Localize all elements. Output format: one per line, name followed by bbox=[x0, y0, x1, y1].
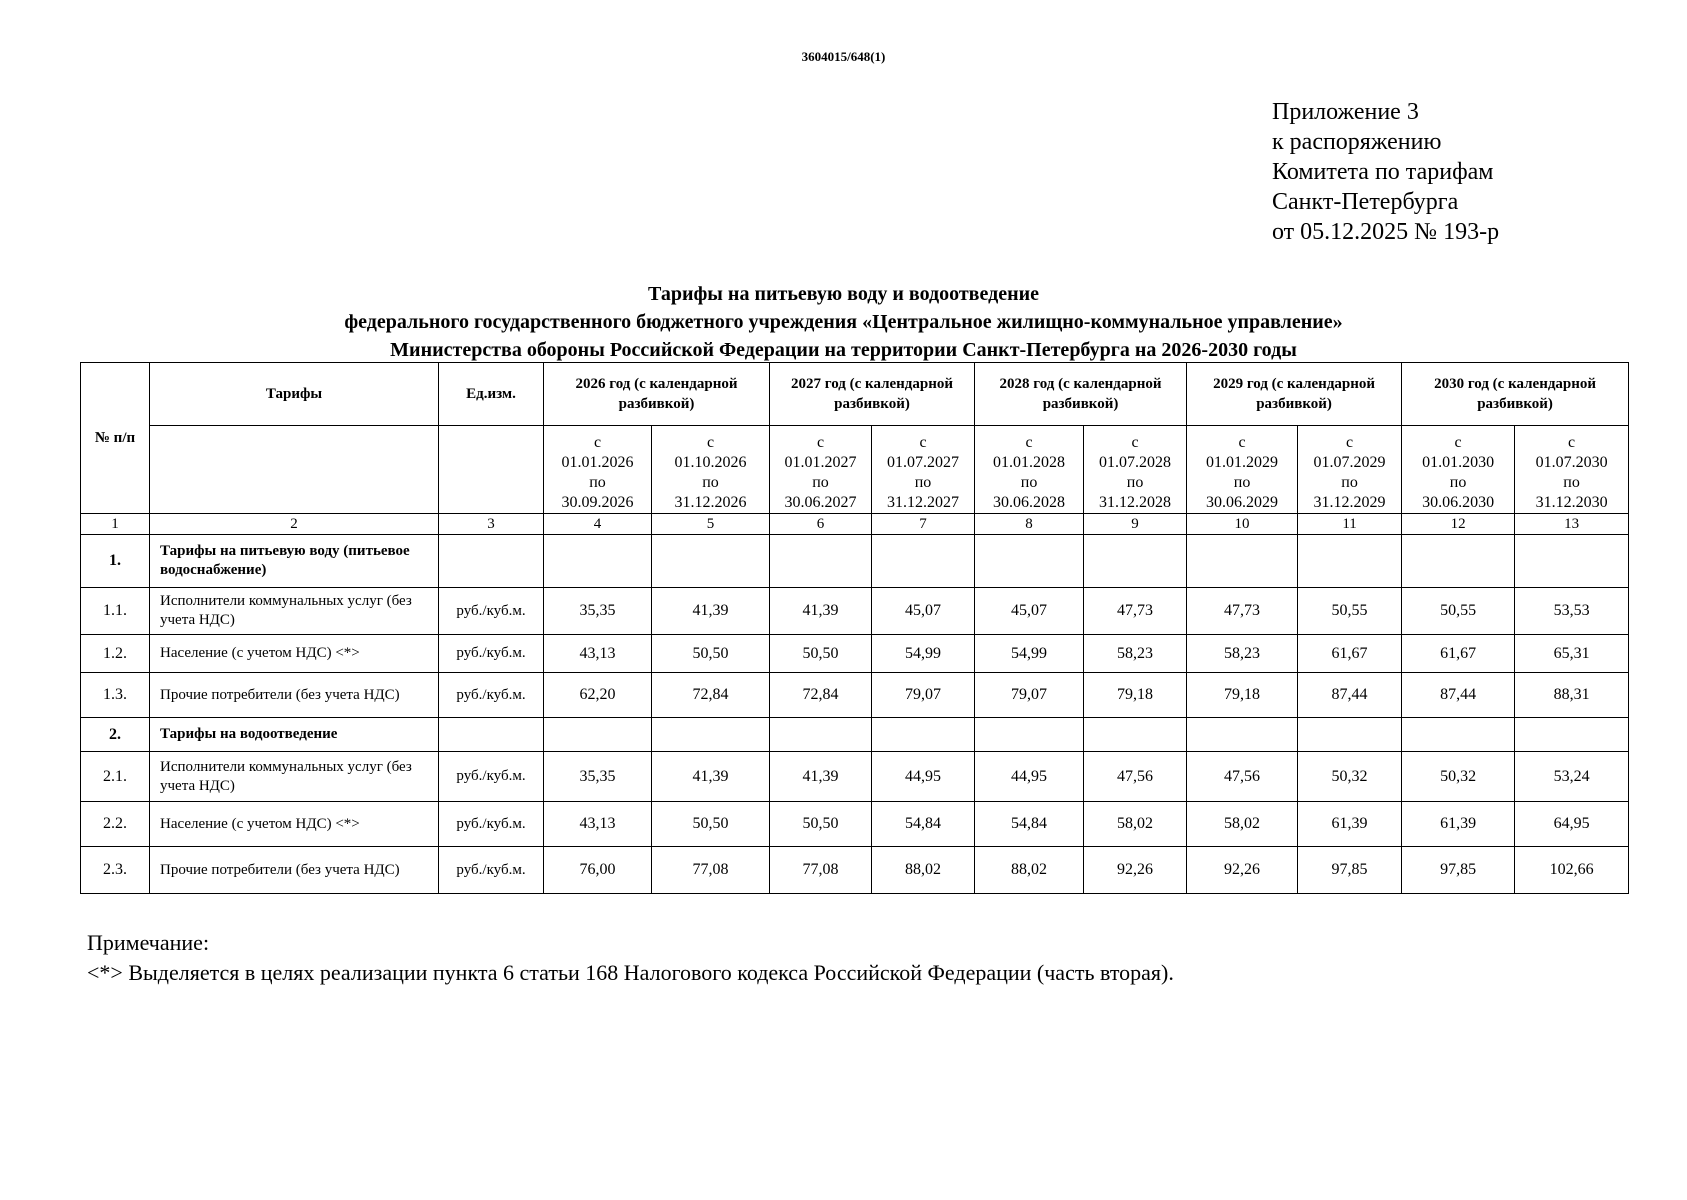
header-unit: Ед.изм. bbox=[439, 363, 544, 426]
row-name: Прочие потребители (без учета НДС) bbox=[150, 673, 439, 718]
period-line: по bbox=[1233, 474, 1251, 491]
tariff-value bbox=[1515, 535, 1629, 588]
row-number: 1.1. bbox=[81, 588, 150, 635]
period-line: с bbox=[706, 434, 715, 451]
tariff-value: 61,39 bbox=[1402, 802, 1515, 847]
period-line: по bbox=[812, 474, 829, 491]
tariff-value: 41,39 bbox=[770, 752, 872, 802]
period-header bbox=[652, 426, 770, 514]
row-number: 1.2. bbox=[81, 635, 150, 673]
period-line: 31.12.2026 bbox=[674, 494, 747, 511]
row-unit: руб./куб.м. bbox=[439, 847, 544, 894]
tariff-value: 44,95 bbox=[872, 752, 975, 802]
tariff-value: 88,31 bbox=[1515, 673, 1629, 718]
header-empty-cell bbox=[150, 426, 439, 514]
column-index: 2 bbox=[150, 514, 439, 535]
header-num: № п/п bbox=[81, 363, 150, 514]
period-line: 01.01.2029 bbox=[1206, 454, 1279, 471]
tariff-value bbox=[872, 535, 975, 588]
period-line: с bbox=[919, 434, 927, 451]
period-header bbox=[1298, 426, 1402, 514]
period-line: по bbox=[1341, 474, 1358, 491]
row-unit: руб./куб.м. bbox=[439, 635, 544, 673]
period-line: с bbox=[816, 434, 825, 451]
row-unit: руб./куб.м. bbox=[439, 752, 544, 802]
period-line: по bbox=[1563, 474, 1580, 491]
period-line: 31.12.2028 bbox=[1099, 494, 1172, 511]
row-number: 1.3. bbox=[81, 673, 150, 718]
period-line: с bbox=[1346, 434, 1354, 451]
column-index: 12 bbox=[1402, 514, 1515, 535]
period-header bbox=[1084, 426, 1187, 514]
appendix-line: к распоряжению bbox=[1272, 129, 1442, 155]
tariff-value: 53,24 bbox=[1515, 752, 1629, 802]
tariff-value: 43,13 bbox=[544, 635, 652, 673]
appendix-block bbox=[1272, 97, 1499, 247]
tariff-value: 45,07 bbox=[975, 588, 1084, 635]
tariff-value: 88,02 bbox=[872, 847, 975, 894]
period-line: по bbox=[1449, 474, 1467, 491]
column-index: 7 bbox=[872, 514, 975, 535]
period-header bbox=[1402, 426, 1515, 514]
period-line: с bbox=[1131, 434, 1139, 451]
tariff-value: 41,39 bbox=[770, 588, 872, 635]
tariff-value: 79,07 bbox=[975, 673, 1084, 718]
tariff-value: 79,18 bbox=[1187, 673, 1298, 718]
period-line: по bbox=[702, 474, 719, 491]
tariff-value bbox=[1084, 535, 1187, 588]
tariff-value: 61,67 bbox=[1298, 635, 1402, 673]
period-line: по bbox=[1126, 474, 1144, 491]
tariff-value bbox=[872, 718, 975, 752]
tariff-value: 54,84 bbox=[975, 802, 1084, 847]
period-line: с bbox=[1454, 434, 1462, 451]
period-header bbox=[872, 426, 975, 514]
tariff-value bbox=[652, 718, 770, 752]
row-name: Прочие потребители (без учета НДС) bbox=[150, 847, 439, 894]
tariff-value: 88,02 bbox=[975, 847, 1084, 894]
tariff-value bbox=[544, 535, 652, 588]
column-index: 3 bbox=[439, 514, 544, 535]
column-index: 1 bbox=[81, 514, 150, 535]
row-name: Население (с учетом НДС) <*> bbox=[150, 635, 439, 673]
tariff-value: 50,32 bbox=[1298, 752, 1402, 802]
note-text: <*> Выделяется в целях реализации пункта 6 статьи 168 Налогового кодекса Российской Федерации (часть вторая). bbox=[87, 960, 1174, 985]
header-empty-cell bbox=[439, 426, 544, 514]
column-index: 13 bbox=[1515, 514, 1629, 535]
period-line: с bbox=[1025, 434, 1033, 451]
period-line: с bbox=[593, 434, 602, 451]
tariff-value: 50,55 bbox=[1402, 588, 1515, 635]
table-row bbox=[81, 847, 1629, 894]
tariff-value: 50,32 bbox=[1402, 752, 1515, 802]
header-year: 2029 год (с календарной разбивкой) bbox=[1187, 363, 1402, 426]
row-name: Исполнители коммунальных услуг (без учета НДС) bbox=[150, 752, 439, 802]
tariff-value: 47,73 bbox=[1187, 588, 1298, 635]
tariff-value bbox=[1187, 535, 1298, 588]
tariff-value bbox=[652, 535, 770, 588]
period-line: 01.01.2027 bbox=[784, 454, 857, 471]
row-unit bbox=[439, 718, 544, 752]
title-line: Министерства обороны Российской Федерации на территории Санкт-Петербурга на 2026-2030 годы bbox=[390, 339, 1297, 361]
tariff-value: 77,08 bbox=[770, 847, 872, 894]
header-tariffs: Тарифы bbox=[150, 363, 439, 426]
tariff-value: 54,84 bbox=[872, 802, 975, 847]
period-line: 31.12.2030 bbox=[1535, 494, 1608, 511]
note-block bbox=[87, 928, 1174, 988]
row-unit: руб./куб.м. bbox=[439, 802, 544, 847]
tariff-value: 45,07 bbox=[872, 588, 975, 635]
tariff-value: 92,26 bbox=[1084, 847, 1187, 894]
period-line: 30.06.2027 bbox=[784, 494, 857, 511]
tariff-value: 77,08 bbox=[652, 847, 770, 894]
tariff-value: 53,53 bbox=[1515, 588, 1629, 635]
table-row bbox=[81, 635, 1629, 673]
period-header bbox=[975, 426, 1084, 514]
tariff-value: 50,50 bbox=[652, 802, 770, 847]
column-index: 11 bbox=[1298, 514, 1402, 535]
row-number: 2.1. bbox=[81, 752, 150, 802]
tariff-value bbox=[770, 535, 872, 588]
table-row bbox=[81, 752, 1629, 802]
tariff-value bbox=[1515, 718, 1629, 752]
tariff-value bbox=[1187, 718, 1298, 752]
period-header bbox=[1187, 426, 1298, 514]
tariff-value: 54,99 bbox=[872, 635, 975, 673]
tariff-value: 64,95 bbox=[1515, 802, 1629, 847]
appendix-line: Комитета по тарифам bbox=[1272, 159, 1494, 185]
tariff-value: 50,50 bbox=[652, 635, 770, 673]
period-line: 01.10.2026 bbox=[674, 454, 747, 471]
tariff-value: 79,18 bbox=[1084, 673, 1187, 718]
tariff-value bbox=[1298, 718, 1402, 752]
tariff-value bbox=[770, 718, 872, 752]
period-line: 01.07.2027 bbox=[887, 454, 960, 471]
period-line: 01.01.2028 bbox=[993, 454, 1066, 471]
period-line: 01.07.2029 bbox=[1313, 454, 1386, 471]
tariff-value: 47,56 bbox=[1084, 752, 1187, 802]
header-year: 2030 год (с календарной разбивкой) bbox=[1402, 363, 1629, 426]
column-index: 5 bbox=[652, 514, 770, 535]
tariff-value: 50,50 bbox=[770, 802, 872, 847]
document-number: 3604015/648(1) bbox=[801, 49, 886, 64]
tariff-value: 41,39 bbox=[652, 752, 770, 802]
tariff-value: 65,31 bbox=[1515, 635, 1629, 673]
period-line: 31.12.2029 bbox=[1313, 494, 1386, 511]
period-line: по bbox=[914, 474, 932, 491]
tariff-value: 58,23 bbox=[1084, 635, 1187, 673]
tariff-value: 97,85 bbox=[1402, 847, 1515, 894]
period-line: 31.12.2027 bbox=[887, 494, 960, 511]
section-row bbox=[81, 718, 1629, 752]
row-unit bbox=[439, 535, 544, 588]
table-row bbox=[81, 588, 1629, 635]
tariffs-table bbox=[80, 362, 1629, 894]
row-number: 2.2. bbox=[81, 802, 150, 847]
tariff-value: 35,35 bbox=[544, 588, 652, 635]
period-line: 01.01.2026 bbox=[561, 454, 634, 471]
header-year: 2027 год (с календарной разбивкой) bbox=[770, 363, 975, 426]
tariff-value: 35,35 bbox=[544, 752, 652, 802]
tariff-value: 76,00 bbox=[544, 847, 652, 894]
period-line: с bbox=[1238, 434, 1246, 451]
tariff-value bbox=[975, 535, 1084, 588]
tariff-value: 44,95 bbox=[975, 752, 1084, 802]
row-number: 2. bbox=[81, 718, 150, 752]
document-title bbox=[0, 280, 1687, 364]
period-line: 30.09.2026 bbox=[561, 494, 634, 511]
tariff-value: 92,26 bbox=[1187, 847, 1298, 894]
tariff-value bbox=[1402, 535, 1515, 588]
tariff-value bbox=[975, 718, 1084, 752]
tariff-value: 72,84 bbox=[652, 673, 770, 718]
column-index: 8 bbox=[975, 514, 1084, 535]
table-row bbox=[81, 802, 1629, 847]
tariff-value: 47,73 bbox=[1084, 588, 1187, 635]
tariff-value bbox=[1402, 718, 1515, 752]
header-year: 2028 год (с календарной разбивкой) bbox=[975, 363, 1187, 426]
tariff-value: 87,44 bbox=[1402, 673, 1515, 718]
period-line: 01.07.2030 bbox=[1535, 454, 1608, 471]
tariff-value bbox=[1298, 535, 1402, 588]
tariff-value: 50,50 bbox=[770, 635, 872, 673]
period-header bbox=[770, 426, 872, 514]
row-name: Население (с учетом НДС) <*> bbox=[150, 802, 439, 847]
table-row bbox=[81, 673, 1629, 718]
period-line: 01.07.2028 bbox=[1099, 454, 1172, 471]
row-unit: руб./куб.м. bbox=[439, 673, 544, 718]
row-number: 1. bbox=[81, 535, 150, 588]
tariff-value: 50,55 bbox=[1298, 588, 1402, 635]
period-line: по bbox=[589, 474, 606, 491]
column-index: 10 bbox=[1187, 514, 1298, 535]
tariff-value: 79,07 bbox=[872, 673, 975, 718]
row-name: Исполнители коммунальных услуг (без учета НДС) bbox=[150, 588, 439, 635]
appendix-line: Санкт-Петербурга bbox=[1272, 189, 1459, 215]
tariff-value: 54,99 bbox=[975, 635, 1084, 673]
period-line: с bbox=[1568, 434, 1576, 451]
period-line: по bbox=[1020, 474, 1038, 491]
period-line: 30.06.2028 bbox=[993, 494, 1066, 511]
column-index: 9 bbox=[1084, 514, 1187, 535]
column-index: 4 bbox=[544, 514, 652, 535]
tariff-value: 58,02 bbox=[1084, 802, 1187, 847]
title-line: федерального государственного бюджетного учреждения «Центральное жилищно-коммунальное управление» bbox=[344, 311, 1343, 333]
tariff-value: 47,56 bbox=[1187, 752, 1298, 802]
row-number: 2.3. bbox=[81, 847, 150, 894]
tariff-value: 97,85 bbox=[1298, 847, 1402, 894]
period-line: 01.01.2030 bbox=[1422, 454, 1495, 471]
period-header bbox=[1515, 426, 1629, 514]
tariff-value bbox=[544, 718, 652, 752]
row-name: Тарифы на питьевую воду (питьевое водоснабжение) bbox=[150, 535, 439, 588]
period-header bbox=[544, 426, 652, 514]
tariff-value: 43,13 bbox=[544, 802, 652, 847]
tariff-value: 41,39 bbox=[652, 588, 770, 635]
tariff-value: 58,02 bbox=[1187, 802, 1298, 847]
period-line: 30.06.2029 bbox=[1206, 494, 1279, 511]
tariff-value: 102,66 bbox=[1515, 847, 1629, 894]
section-row bbox=[81, 535, 1629, 588]
header-year: 2026 год (с календарной разбивкой) bbox=[544, 363, 770, 426]
row-unit: руб./куб.м. bbox=[439, 588, 544, 635]
tariff-value bbox=[1084, 718, 1187, 752]
period-line: 30.06.2030 bbox=[1422, 494, 1495, 511]
appendix-line: Приложение 3 bbox=[1272, 99, 1419, 125]
tariff-value: 61,39 bbox=[1298, 802, 1402, 847]
row-name: Тарифы на водоотведение bbox=[150, 718, 439, 752]
column-index: 6 bbox=[770, 514, 872, 535]
note-label: Примечание: bbox=[87, 930, 210, 955]
tariff-value: 62,20 bbox=[544, 673, 652, 718]
tariff-value: 58,23 bbox=[1187, 635, 1298, 673]
title-line: Тарифы на питьевую воду и водоотведение bbox=[647, 283, 1039, 305]
tariff-value: 72,84 bbox=[770, 673, 872, 718]
tariff-value: 87,44 bbox=[1298, 673, 1402, 718]
appendix-line: от 05.12.2025 № 193-р bbox=[1272, 219, 1500, 245]
tariff-value: 61,67 bbox=[1402, 635, 1515, 673]
